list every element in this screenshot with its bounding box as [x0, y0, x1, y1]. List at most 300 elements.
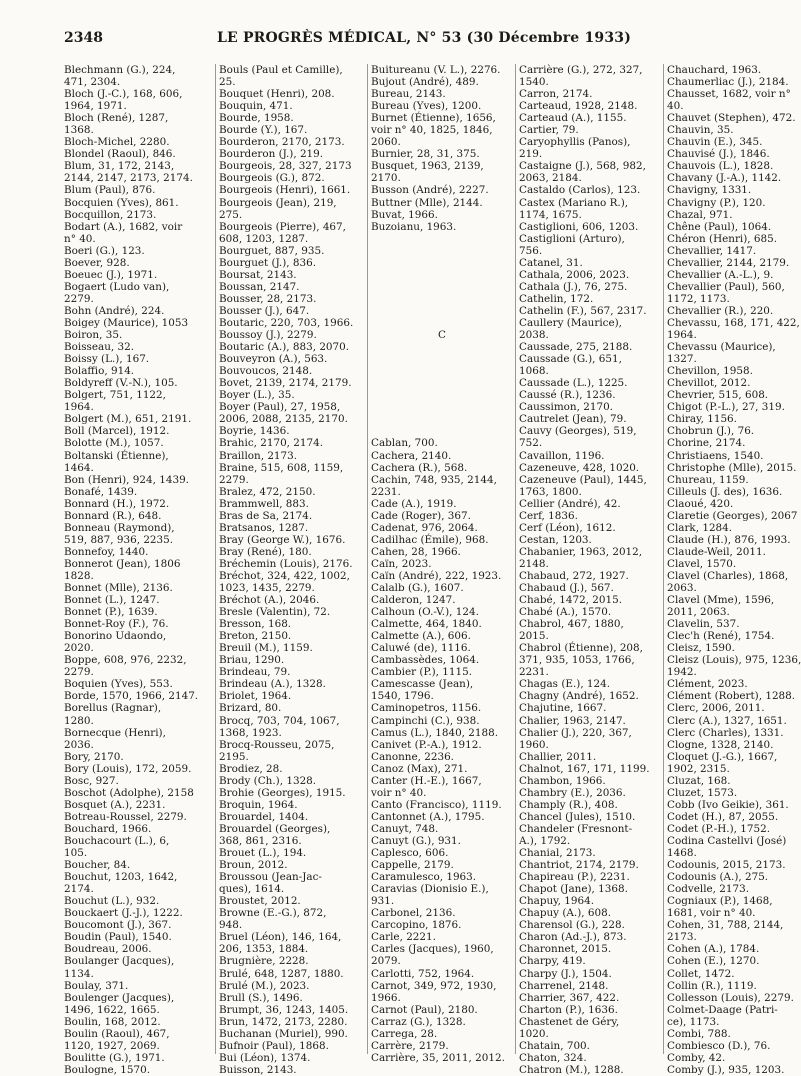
index-entry-line: 2279. [219, 473, 249, 486]
index-entry-line: Bory (Louis), 172, 2059. [64, 762, 192, 775]
index-entry-line: Brumpt, 36, 1243, 1405. [219, 1003, 349, 1016]
index-entry-line: Chureau, 1159. [667, 473, 749, 486]
blank-line [371, 317, 513, 329]
index-entry-line: Bouquin, 471. [219, 100, 293, 113]
index-entry-line: Bourgeois (G.), 872. [219, 172, 325, 185]
index-entry-line: Brouardel, 1404. [219, 810, 309, 823]
index-entry-line: Caïn (André), 222, 1923. [371, 569, 502, 582]
index-entry-line: Chavigny (P.), 120. [667, 196, 766, 209]
blank-line [371, 341, 513, 353]
index-entry-line: Broussou (Jean-Jac- [219, 871, 322, 884]
index-entry-line: Challier, 2011. [519, 750, 597, 763]
index-entry-line: Carteaud (A.), 1155. [519, 112, 627, 125]
blank-line [371, 389, 513, 401]
index-entry-line: Boppe, 608, 976, 2232, [64, 654, 187, 667]
index-entry-line: Chausset, 1682, voir n° [667, 88, 791, 101]
index-entry-line: Bouchard, 1966. [64, 822, 152, 835]
index-entry-line: Boiron, 35. [64, 329, 123, 342]
index-entry-line: Bonnefoy, 1440. [64, 545, 149, 558]
index-entry-line: Cambassèdes, 1064. [371, 654, 480, 667]
index-entry-line: Chéron (Henri), 685. [667, 232, 778, 245]
index-entry-line: Chevallier (A.-L.), 9. [667, 268, 774, 281]
index-entry-line: Boulogne, 1570. [64, 1063, 151, 1076]
index-entry-line: Boursat, 2143. [219, 268, 297, 281]
index-entry-line: Brull (S.), 1496. [219, 991, 303, 1004]
index-entry-line: Caussimon, 2170. [519, 401, 613, 414]
index-entry-line: Bujout (André), 489. [371, 76, 479, 89]
index-entry-line: Boudreau, 2006. [64, 943, 152, 956]
index-entry-line: Carlotti, 752, 1964. [371, 967, 475, 980]
index-entry-line: 1468. [667, 847, 697, 860]
index-entry-line: Briolet, 1964. [219, 690, 292, 703]
index-entry-line: Bouckaert (J.-J.), 1222. [64, 907, 183, 920]
index-entry-line: Boldyreff (V.-N.), 105. [64, 377, 178, 390]
index-entry-line: Chevallier (R.), 220. [667, 304, 774, 317]
index-entry-line: 519, 887, 936, 2235. [64, 533, 174, 546]
blank-line [371, 305, 513, 317]
index-entry-line: Blondel (Raoul), 846. [64, 148, 176, 161]
index-entry-line: Burnet (Étienne), 1656, [371, 112, 496, 125]
index-entry-line: Cloquet (J.-G.), 1667, [667, 750, 778, 763]
index-entry-line: 1120, 1927, 2069. [64, 1039, 160, 1052]
blank-line [371, 377, 513, 389]
index-entry-line: 1068. [519, 365, 549, 378]
index-entry-line: Boulitte (G.), 1971. [64, 1051, 165, 1064]
index-entry-line: Bratsanos, 1287. [219, 521, 309, 534]
index-entry-line: Codvelle, 2173. [667, 883, 750, 896]
index-entry-line: Collet, 1472. [667, 967, 735, 980]
index-entry-line: Boutaric (A.), 883, 2070. [219, 341, 350, 354]
index-column-5 [667, 64, 801, 1076]
index-entry-line: Canonne, 2236. [371, 750, 454, 763]
index-entry-line: Chaumerliac (J.), 2184. [667, 76, 789, 89]
index-entry-line: Carle, 2221. [371, 931, 436, 944]
column-rule [663, 64, 664, 1054]
index-column-3 [371, 64, 513, 1064]
index-entry-line: Cadilhac (Émile), 968. [371, 533, 489, 546]
index-entry-line: Boigey (Maurice), 1053 [64, 316, 189, 329]
index-entry-line: Busson (André), 2227. [371, 184, 489, 197]
index-entry-line: 2020. [64, 642, 94, 655]
index-entry-line: Charrenel, 2148. [519, 979, 609, 992]
index-entry-line: Christophe (Mlle), 2015. [667, 461, 797, 474]
index-entry-line: Brindeau (A.), 1328. [219, 678, 326, 691]
index-entry-line: Carraz (G.), 1328. [371, 1015, 466, 1028]
index-entry-line: Boltanski (Étienne), [64, 449, 169, 462]
index-entry-line: Braine, 515, 608, 1159, [219, 461, 344, 474]
index-entry-line: Brizard, 80. [219, 702, 282, 715]
index-entry-line: Cachera, 2140. [371, 449, 452, 462]
index-entry-line: Boever, 928. [64, 256, 130, 269]
index-entry-line: Chapot (Jane), 1368. [519, 883, 628, 896]
index-entry-line: Caullery (Maurice), [519, 316, 622, 329]
column-rule [515, 64, 516, 1054]
index-entry-line: Brohie (Georges), 1915. [219, 786, 346, 799]
index-entry-line: Cluzat, 168. [667, 774, 731, 787]
index-entry-line: Clerc, 2006, 2011. [667, 702, 765, 715]
index-entry-line: Bouveyron (A.), 563. [219, 353, 328, 366]
index-entry-line: Charensol (G.), 228. [519, 919, 625, 932]
index-entry-line: Cahen, 28, 1966. [371, 545, 461, 558]
index-entry-line: 1023, 1435, 2279. [219, 582, 315, 595]
index-entry-line: A.), 1792. [519, 835, 571, 847]
index-entry-line: Charonnet, 2015. [519, 943, 612, 956]
index-entry-line: Boussoy (J.), 2279. [219, 329, 317, 342]
index-entry-line: Cathala, 2006, 2023. [519, 268, 630, 281]
index-entry-line: Bourgeois (Jean), 219, [219, 196, 337, 209]
index-entry-line: Chevillon, 1958. [667, 365, 753, 378]
index-entry-line: 1964, 1971. [64, 100, 127, 113]
index-entry-line: Calmette, 464, 1840. [371, 618, 482, 631]
index-entry-line: Clec'h (René), 1754. [667, 630, 775, 643]
index-entry-line: Combiesco (D.), 76. [667, 1039, 771, 1052]
index-entry-line: 1134. [64, 967, 94, 980]
index-entry-line: Clerc (Charles), 1331. [667, 726, 784, 739]
index-entry-line: Clément, 2023. [667, 678, 748, 691]
index-entry-line: Brugnière, 2228. [219, 955, 309, 968]
index-entry-line: Chabanier, 1963, 2012, [519, 545, 643, 558]
index-entry-line: Bourguet (J.), 836. [219, 256, 317, 269]
index-entry-line: Canter (H.-E.), 1667, [371, 774, 482, 787]
index-entry-line: Chavany (J.-A.), 1142. [667, 172, 782, 185]
index-entry-line: 2195. [219, 750, 249, 763]
blank-line [371, 365, 513, 377]
index-entry-line: Bonnet (Mlle), 2136. [64, 582, 173, 595]
index-entry-line: 2170. [371, 172, 401, 185]
index-entry-line: 219. [519, 148, 543, 161]
index-entry-line: 2231. [371, 485, 401, 498]
index-entry-line: Bruel (Léon), 146, 164, [219, 931, 342, 944]
index-entry-line: Boll (Marcel), 1912. [64, 425, 170, 438]
index-entry-line: Cleisz (Louis), 975, 1236, [667, 654, 801, 667]
index-entry-line: Brindeau, 79. [219, 666, 291, 679]
index-entry-line: Clément (Robert), 1288. [667, 690, 796, 703]
index-entry-line: Bureau (Yves), 1200. [371, 100, 482, 113]
index-entry-line: Collin (R.), 1119. [667, 979, 757, 992]
index-entry-line: Claoué, 420. [667, 497, 734, 510]
index-entry-line: Colmet-Daage (Patri- [667, 1003, 778, 1016]
blank-line [371, 257, 513, 269]
index-entry-line: 275. [219, 208, 243, 221]
index-entry-line: Bonnard (H.), 1972. [64, 497, 170, 510]
index-entry-line: Bonnerot (Jean), 1806 [64, 557, 181, 570]
index-entry-line: Carrère, 2179. [371, 1039, 449, 1052]
index-entry-line: 2148. [519, 557, 549, 570]
index-entry-line: Caplesco, 606. [371, 847, 449, 860]
index-entry-line: Chauchard, 1963. [667, 64, 762, 76]
index-entry-line: Blum (Paul), 876. [64, 184, 156, 197]
index-entry-line: 2231. [519, 666, 549, 679]
index-entry-line: 756. [519, 244, 543, 257]
index-entry-line: Cilleuls (J. des), 1636. [667, 485, 783, 498]
index-entry-line: Caussade, 275, 2188. [519, 341, 633, 354]
index-entry-line: Brocq-Rousseu, 2075, [219, 738, 335, 751]
index-entry-line: Chevallier, 1417. [667, 244, 757, 257]
blank-line [371, 401, 513, 413]
index-entry-line: Bonafé, 1439. [64, 485, 138, 498]
index-entry-line: Collesson (Louis), 2279. [667, 991, 794, 1004]
index-entry-line: Bourgeois, 28, 327, 2173 [219, 160, 352, 173]
index-entry-line: Cleisz, 1590. [667, 642, 735, 655]
index-entry-line: Burnier, 28, 31, 375. [371, 148, 480, 161]
index-entry-line: Chazal, 971. [667, 208, 733, 221]
index-entry-line: Chandeler (Fresnont- [519, 822, 633, 835]
index-entry-line: Blum, 31, 172, 2143, [64, 160, 175, 173]
index-entry-line: Cathelin (F.), 567, 2317. [519, 304, 647, 317]
index-entry-line: Cablan, 700. [371, 437, 438, 450]
index-entry-line: Boschot (Adolphe), 2158 [64, 786, 194, 799]
index-entry-line: Chevrier, 515, 608. [667, 389, 769, 402]
index-entry-line: 40. [667, 100, 684, 113]
index-entry-line: Carbonel, 2136. [371, 907, 456, 920]
index-entry-line: Chobrun (J.), 76. [667, 425, 755, 438]
index-entry-line: Cantonnet (A.), 1795. [371, 810, 485, 823]
index-entry-line: 1020. [519, 1027, 549, 1040]
index-entry-line: ce), 1173. [667, 1015, 720, 1028]
index-entry-line: Charon (Ad.-J.), 873. [519, 931, 627, 944]
index-entry-line: Castaigne (J.), 568, 982, [519, 160, 646, 173]
index-entry-line: Broun, 2012. [219, 859, 288, 872]
index-entry-line: 1681, voir n° 40. [667, 907, 756, 920]
index-entry-line: Chagny (André), 1652. [519, 690, 639, 703]
index-entry-line: Chauvin, 35. [667, 124, 734, 137]
index-entry-line: Chiray, 1156. [667, 413, 737, 426]
index-entry-line: 1960. [519, 738, 549, 751]
index-entry-line: Chabé (A.), 1570. [519, 606, 612, 619]
index-entry-line: 2036. [64, 738, 94, 751]
index-entry-line: Chabrol (Étienne), 208, [519, 642, 643, 655]
index-entry-line: Bray (René), 180. [219, 545, 312, 558]
index-entry-line: Cartier, 79. [519, 124, 579, 137]
index-entry-line: Brammwell, 883. [219, 497, 309, 510]
index-entry-line: 1496, 1622, 1665. [64, 1003, 160, 1016]
index-entry-line: Bocquien (Yves), 861. [64, 196, 179, 209]
index-entry-line: Bory, 2170. [64, 750, 124, 763]
index-entry-line: Bon (Henri), 924, 1439. [64, 473, 189, 486]
index-entry-line: Bousser, 28, 2173. [219, 292, 317, 305]
index-entry-line: Chauvisé (J.), 1846. [667, 148, 770, 161]
index-entry-line: Boucher, 84. [64, 859, 131, 872]
index-entry-line: Boyer (L.), 35. [219, 389, 295, 402]
index-entry-line: Chanial, 2173. [519, 847, 596, 860]
index-entry-line: Bréchemin (Louis), 2176. [219, 557, 353, 570]
index-entry-line: Broustet, 2012. [219, 895, 301, 908]
index-entry-line: Carrière (G.), 272, 327, [519, 64, 643, 76]
index-entry-line: Chevillot, 2012. [667, 377, 751, 390]
index-entry-line: Bogaert (Ludo van), [64, 280, 170, 293]
index-entry-line: Combi, 788. [667, 1027, 731, 1040]
index-entry-line: 1172, 1173. [667, 292, 730, 305]
index-entry-line: Bouchut (L.), 932. [64, 895, 160, 908]
index-entry-line: Cauvy (Georges), 519, [519, 425, 637, 438]
index-entry-line: Charton (P.), 1636. [519, 1003, 618, 1016]
index-entry-line: Claude (H.), 876, 1993. [667, 533, 791, 546]
index-entry-line: 1174, 1675. [519, 208, 582, 221]
index-entry-line: Cellier (André), 42. [519, 497, 621, 510]
index-entry-line: 608, 1203, 1287. [219, 232, 309, 245]
index-entry-line: 1540. [519, 76, 549, 89]
index-entry-line: Bufnoir (Paul), 1868. [219, 1039, 329, 1052]
index-entry-line: 471, 2304. [64, 76, 121, 89]
index-entry-line: Cathelin, 172. [519, 292, 594, 305]
index-entry-line: Bouquet (Henri), 208. [219, 88, 335, 101]
index-entry-line: Boulenger (Jacques), [64, 991, 175, 1004]
index-entry-line: Chevallier, 2144, 2179. [667, 256, 790, 269]
index-entry-line: 2144, 2147, 2173, 2174. [64, 172, 193, 185]
index-entry-line: Caravias (Dionisio E.), [371, 883, 489, 896]
index-entry-line: Brulé (M.), 2023. [219, 979, 310, 992]
blank-line [371, 281, 513, 293]
index-entry-line: Busquet, 1963, 2139, [371, 160, 484, 173]
index-entry-line: 2011, 2063. [667, 606, 730, 619]
index-entry-line: 752. [519, 437, 543, 450]
index-entry-line: Catanel, 31. [519, 256, 583, 269]
index-entry-line: Chatron (M.), 1288. [519, 1063, 624, 1076]
index-entry-line: Bloch (René), 1287, [64, 112, 169, 125]
index-entry-line: Bresle (Valentin), 72. [219, 606, 331, 619]
index-entry-line: Cohen, 31, 788, 2144, [667, 919, 784, 932]
index-entry-line: Calmette (A.), 606. [371, 630, 471, 643]
index-entry-line: 2006, 2088, 2135, 2170. [219, 413, 348, 426]
index-entry-line: Bras de Sa, 2174. [219, 509, 313, 522]
index-entry-line: Boisseau, 32. [64, 341, 135, 354]
index-entry-line: Chauvin (E.), 345. [667, 136, 763, 149]
index-entry-line: Canuyt, 748. [371, 822, 439, 835]
index-entry-line: Codet (P.-H.), 1752. [667, 822, 771, 835]
index-entry-line: Brouet (L.), 194. [219, 847, 307, 860]
index-entry-line: Cerf, 1836. [519, 509, 578, 522]
index-entry-line: Bureau, 2143. [371, 88, 446, 101]
index-entry-line: Calderon, 1247. [371, 594, 456, 607]
index-entry-line: Cohen (A.), 1784. [667, 943, 760, 956]
index-entry-line: Breuil (M.), 1159. [219, 642, 313, 655]
index-entry-line: Codet (H.), 87, 2055. [667, 810, 779, 823]
index-entry-line: Cogniaux (P.), 1468, [667, 895, 773, 908]
index-entry-line: Castiglioni, 606, 1203. [519, 220, 639, 233]
index-entry-line: Brocq, 703, 704, 1067, [219, 714, 340, 727]
index-entry-line: 1280. [64, 714, 94, 727]
index-entry-line: Bouls (Paul et Camille), [219, 64, 343, 76]
index-entry-line: Caramulesco, 1963. [371, 871, 477, 884]
index-entry-line: Briau, 1290. [219, 654, 285, 667]
index-entry-line: Bolotte (M.), 1057. [64, 437, 164, 450]
index-entry-line: 2060. [371, 136, 401, 149]
index-entry-line: Bréchot (A.), 2046. [219, 594, 320, 607]
blank-line [371, 233, 513, 245]
index-entry-line: Cazeneuve, 428, 1020. [519, 461, 640, 474]
index-entry-line: Caluwé (de), 1116. [371, 642, 471, 655]
index-entry-line: Claude-Weil, 2011. [667, 545, 766, 558]
index-entry-line: Boulanger (Jacques), [64, 955, 175, 968]
index-entry-line: Bousser (J.), 647. [219, 304, 310, 317]
index-entry-line: Carron, 2174. [519, 88, 593, 101]
index-entry-line: Canivet (P.-A.), 1912. [371, 738, 482, 751]
index-entry-line: 2063. [667, 582, 697, 595]
index-entry-line: Boulin, 168, 2012. [64, 1015, 161, 1028]
index-entry-line: Chambon, 1966. [519, 774, 606, 787]
index-entry-line: Chauvois (L.), 1828. [667, 160, 774, 173]
index-entry-line: Chevallier (Paul), 560, [667, 280, 785, 293]
journal-title: LE PROGRÈS MÉDICAL, N° 53 (30 Décembre 1933) [216, 30, 632, 46]
index-entry-line: Brody (Ch.), 1328. [219, 774, 317, 787]
index-entry-line: 2279. [64, 666, 94, 679]
index-entry-line: Bourgeois (Henri), 1661. [219, 184, 351, 197]
index-entry-line: Cachin, 748, 935, 2144, [371, 473, 497, 486]
index-entry-line: Buttner (Mlle), 2144. [371, 196, 483, 209]
index-entry-line: Chambry (E.), 2036. [519, 786, 626, 799]
index-entry-line: Codounis, 2015, 2173. [667, 859, 786, 872]
index-entry-line: Caussade (L.), 1225. [519, 377, 628, 390]
index-entry-line: Chabé, 1472, 2015. [519, 594, 623, 607]
index-entry-line: Bovet, 2139, 2174, 2179. [219, 377, 352, 390]
index-entry-line: Caminopetros, 1156. [371, 702, 482, 715]
index-entry-line: Boyer (Paul), 27, 1958, [219, 401, 341, 414]
index-entry-line: Borellus (Ragnar), [64, 702, 162, 715]
index-entry-line: Calalb (G.), 1607. [371, 582, 464, 595]
index-entry-line: Chaton, 324. [519, 1051, 587, 1064]
index-entry-line: 1964. [64, 401, 94, 414]
index-entry-line: Chajutine, 1667. [519, 702, 607, 715]
index-entry-line: Boussan, 2147. [219, 280, 300, 293]
index-entry-line: Botreau-Roussel, 2279. [64, 810, 187, 823]
index-entry-line: Chatain, 700. [519, 1039, 590, 1052]
index-entry-line: 2015. [519, 630, 549, 643]
index-entry-line: Bonneau (Raymond), [64, 521, 175, 534]
index-entry-line: Bresson, 168. [219, 618, 292, 631]
index-entry-line: Boyrie, 1436. [219, 425, 290, 438]
index-entry-line: Castiglioni (Arturo), [519, 232, 625, 245]
index-entry-line: Chorine, 2174. [667, 437, 746, 450]
index-entry-line: Buisson, 2143. [219, 1063, 297, 1076]
index-entry-line: Boulay, 371. [64, 979, 129, 992]
index-entry-line: Clavelin, 537. [667, 618, 740, 631]
index-entry-line: 1464. [64, 461, 94, 474]
blank-line [371, 413, 513, 425]
index-entry-line: Cade (Roger), 367. [371, 509, 471, 522]
index-entry-line: Clark, 1284. [667, 521, 733, 534]
index-entry-line: Bourde (Y.), 167. [219, 124, 308, 137]
index-entry-line: 2173. [667, 931, 697, 944]
index-entry-line: Castex (Mariano R.), [519, 196, 629, 209]
index-entry-line: Charrier, 367, 422. [519, 991, 620, 1004]
index-entry-line: Boucomont (J.), 367. [64, 919, 172, 932]
index-entry-line: 931. [371, 895, 395, 908]
index-entry-line: Buzoianu, 1963. [371, 220, 457, 233]
index-entry-line: 1964. [667, 329, 697, 342]
column-rule [215, 64, 216, 1054]
index-entry-line: Chantriot, 2174, 2179. [519, 859, 639, 872]
index-entry-line: Clavel (Charles), 1868, [667, 569, 789, 582]
index-entry-line: Browne (E.-G.), 872, [219, 907, 327, 920]
index-entry-line: Castaldo (Carlos), 123. [519, 184, 641, 197]
index-entry-line: Bonnard (R.), 648. [64, 509, 162, 522]
index-entry-line: Chagas (E.), 124. [519, 678, 611, 691]
index-entry-line: 1828. [64, 569, 94, 582]
index-entry-line: Cestan, 1203. [519, 533, 592, 546]
index-entry-line: Comby, 42. [667, 1051, 726, 1064]
index-entry-line: Borde, 1570, 1966, 2147. [64, 690, 199, 703]
index-entry-line: Carcopino, 1876. [371, 919, 462, 932]
index-entry-line: 2038. [519, 329, 549, 342]
index-entry-line: Carles (Jacques), 1960, [371, 943, 494, 956]
index-column-1 [64, 64, 211, 1076]
index-entry-line: 2279. [64, 292, 94, 305]
index-entry-line: Blechmann (G.), 224, [64, 64, 176, 76]
index-entry-line: Bloch (J.-C.), 168, 606, [64, 88, 183, 101]
index-entry-line: Buchanan (Muriel), 990. [219, 1027, 348, 1040]
index-entry-line: Bohn (André), 224. [64, 304, 165, 317]
page-header [64, 30, 784, 52]
